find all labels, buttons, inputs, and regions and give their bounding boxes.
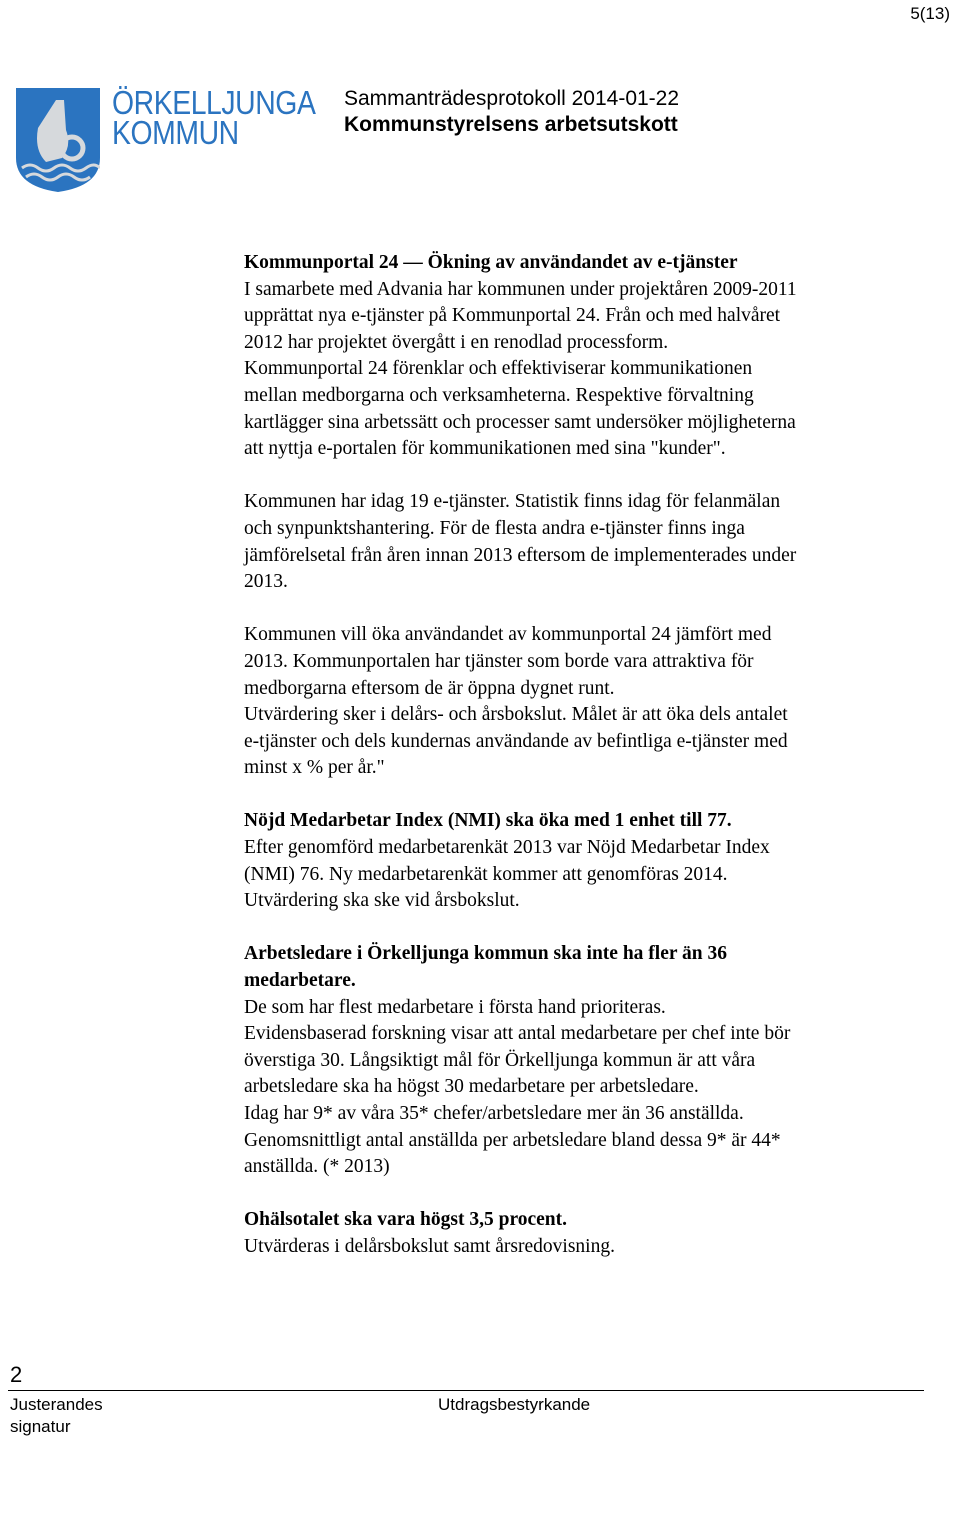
text-line: I samarbete med Advania har kommunen under projektåren 2009-2011: [244, 278, 797, 300]
paragraph: [244, 489, 934, 595]
text-line: att nyttja e-portalen för kommunikationen med sina "kunder".: [244, 438, 726, 460]
text-line: medborgarna eftersom de är öppna dygnet runt.: [244, 677, 615, 699]
text-line: (NMI) 76. Ny medarbetarenkät kommer att genomföras 2014.: [244, 863, 728, 885]
paragraph: [244, 250, 934, 463]
text-line: och synpunktshantering. För de flesta andra e-tjänster finns inga: [244, 517, 745, 539]
section-heading: medarbetare.: [244, 970, 356, 992]
text-line: 2013.: [244, 571, 288, 593]
text-line: anställda. (* 2013): [244, 1156, 390, 1178]
text-line: Utvärderas i delårsbokslut samt årsredovisning.: [244, 1235, 615, 1257]
municipality-logo: [16, 88, 100, 192]
text-line: jämförelsetal från åren innan 2013 eftersom de implementerades under: [244, 544, 797, 566]
text-line: De som har flest medarbetare i första hand prioriteras.: [244, 996, 666, 1018]
text-line: Idag har 9* av våra 35* chefer/arbetsledare mer än 36 anställda.: [244, 1103, 744, 1124]
footer-certification-label: Utdragsbestyrkande: [438, 1395, 591, 1414]
text-line: upprättat nya e-tjänster på Kommunportal 24. Från och med halvåret: [244, 305, 781, 327]
text-line: arbetsledare ska ha högst 30 medarbetare per arbetsledare.: [244, 1076, 699, 1098]
text-line: 2012 har projektet övergått i en renodlad processform.: [244, 331, 669, 353]
footer-divider: [8, 1390, 924, 1391]
text-line: Kommunportal 24 förenklar och effektiviserar kommunikationen: [244, 358, 753, 380]
text-line: Genomsnittligt antal anställda per arbetsledare bland dessa 9* är 44*: [244, 1129, 781, 1151]
text-line: e-tjänster och dels kundernas användande av befintliga e-tjänster med: [244, 730, 788, 752]
footer-signature-line-1: Justerandes: [10, 1395, 103, 1414]
paragraph: [244, 1207, 934, 1260]
section-heading: Arbetsledare i Örkelljunga kommun ska inte ha fler än 36: [244, 943, 728, 965]
document-header: [344, 86, 679, 138]
brand-line-2: KOMMUN: [112, 114, 239, 151]
text-line: Efter genomförd medarbetarenkät 2013 var Nöjd Medarbetar Index: [244, 837, 770, 859]
paragraph: [244, 622, 934, 782]
document-body: [244, 250, 934, 1287]
paragraph: [244, 808, 934, 914]
page-number: 5(13): [910, 4, 950, 23]
text-line: kartlägger sina arbetssätt och processer samt undersöker möjligheterna: [244, 411, 796, 433]
brand-wordmark: [112, 84, 316, 151]
text-line: Evidensbaserad forskning visar att antal medarbetare per chef inte bör: [244, 1023, 791, 1045]
text-line: överstiga 30. Långsiktigt mål för Örkelljunga kommun är att våra: [244, 1049, 756, 1071]
text-line: 2013. Kommunportalen har tjänster som borde vara attraktiva för: [244, 650, 754, 672]
section-heading: Kommunportal 24 — Ökning av användandet av e-tjänster: [244, 252, 738, 273]
brand-line-1: ÖRKELLJUNGA: [112, 84, 316, 121]
text-line: Utvärdering sker i delårs- och årsbokslut. Målet är att öka dels antalet: [244, 704, 788, 726]
section-heading: Nöjd Medarbetar Index (NMI) ska öka med 1 enhet till 77.: [244, 810, 732, 832]
footer-signature-label: [10, 1394, 103, 1438]
text-line: mellan medborgarna och verksamheterna. Respektive förvaltning: [244, 384, 754, 406]
text-line: minst x % per år.": [244, 757, 385, 779]
text-line: Kommunen vill öka användandet av kommunportal 24 jämfört med: [244, 624, 772, 646]
footer-number: 2: [10, 1362, 23, 1387]
paragraph: [244, 941, 934, 1180]
footer-signature-line-2: signatur: [10, 1417, 71, 1436]
document-title: Sammanträdesprotokoll 2014-01-22: [344, 87, 680, 110]
section-heading: Ohälsotalet ska vara högst 3,5 procent.: [244, 1209, 568, 1231]
document-subtitle: Kommunstyrelsens arbetsutskott: [344, 113, 678, 136]
text-line: Kommunen har idag 19 e-tjänster. Statistik finns idag för felanmälan: [244, 491, 781, 513]
text-line: Utvärdering ska ske vid årsbokslut.: [244, 890, 520, 912]
